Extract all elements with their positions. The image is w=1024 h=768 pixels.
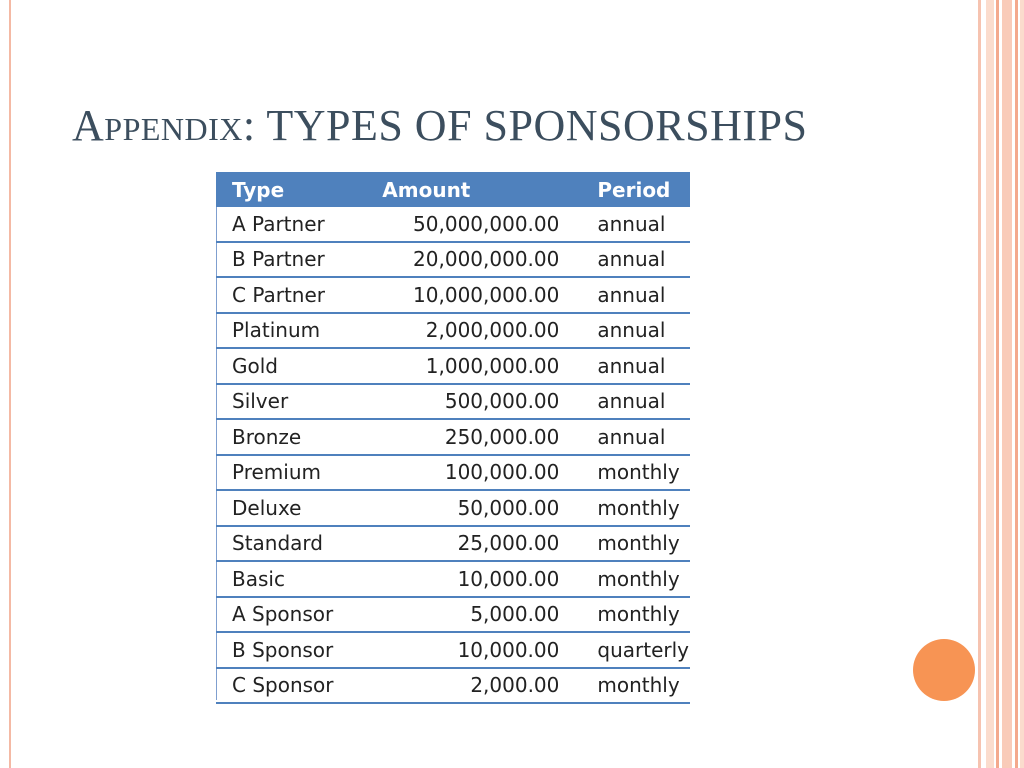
cell-type: A Sponsor [216, 597, 380, 633]
table-row [216, 207, 690, 242]
cell-type: B Sponsor [216, 632, 380, 668]
table-body [216, 207, 690, 703]
table-row [216, 526, 690, 562]
table-row [216, 384, 690, 420]
table-row [216, 242, 690, 278]
table-row [216, 455, 690, 491]
sponsorship-table-container [216, 172, 690, 704]
cell-period: monthly [587, 455, 690, 491]
cell-type: B Partner [216, 242, 380, 278]
cell-period: annual [587, 348, 690, 384]
cell-amount: 1,000,000.00 [380, 348, 587, 384]
table-row [216, 561, 690, 597]
cell-type: Premium [216, 455, 380, 491]
table-row [216, 668, 690, 704]
cell-period: annual [587, 384, 690, 420]
table-row [216, 632, 690, 668]
right-decorative-stripes [978, 0, 1024, 768]
table-row [216, 490, 690, 526]
table-header-row [216, 172, 690, 207]
left-decorative-line [9, 0, 11, 768]
cell-amount: 10,000,000.00 [380, 277, 587, 313]
table-row [216, 597, 690, 633]
cell-period: annual [587, 313, 690, 349]
column-header-period: Period [587, 172, 690, 207]
column-header-amount: Amount [380, 172, 587, 207]
cell-amount: 50,000,000.00 [380, 207, 587, 242]
cell-period: annual [587, 207, 690, 242]
cell-amount: 2,000.00 [380, 668, 587, 704]
cell-type: C Partner [216, 277, 380, 313]
cell-amount: 10,000.00 [380, 561, 587, 597]
cell-type: C Sponsor [216, 668, 380, 704]
cell-amount: 5,000.00 [380, 597, 587, 633]
cell-period: quarterly [587, 632, 690, 668]
cell-period: monthly [587, 668, 690, 704]
sponsorship-table [216, 172, 690, 704]
cell-period: annual [587, 419, 690, 455]
cell-amount: 25,000.00 [380, 526, 587, 562]
cell-amount: 500,000.00 [380, 384, 587, 420]
cell-period: monthly [587, 526, 690, 562]
cell-type: Bronze [216, 419, 380, 455]
table-row [216, 313, 690, 349]
cell-amount: 100,000.00 [380, 455, 587, 491]
cell-amount: 10,000.00 [380, 632, 587, 668]
orange-circle-decoration [913, 639, 975, 701]
cell-period: monthly [587, 490, 690, 526]
slide-title-prefix: APPENDIX [72, 101, 243, 150]
slide-title-rest: : TYPES OF SPONSORSHIPS [242, 101, 808, 150]
cell-type: Standard [216, 526, 380, 562]
cell-amount: 2,000,000.00 [380, 313, 587, 349]
cell-type: Platinum [216, 313, 380, 349]
cell-amount: 50,000.00 [380, 490, 587, 526]
cell-amount: 20,000,000.00 [380, 242, 587, 278]
table-row [216, 277, 690, 313]
cell-type: Silver [216, 384, 380, 420]
cell-type: Basic [216, 561, 380, 597]
cell-period: monthly [587, 561, 690, 597]
cell-period: annual [587, 242, 690, 278]
column-header-type: Type [216, 172, 380, 207]
cell-type: A Partner [216, 207, 380, 242]
cell-period: monthly [587, 597, 690, 633]
table-row [216, 419, 690, 455]
cell-type: Deluxe [216, 490, 380, 526]
slide-title [72, 100, 972, 151]
cell-period: annual [587, 277, 690, 313]
table-row [216, 348, 690, 384]
cell-amount: 250,000.00 [380, 419, 587, 455]
cell-type: Gold [216, 348, 380, 384]
